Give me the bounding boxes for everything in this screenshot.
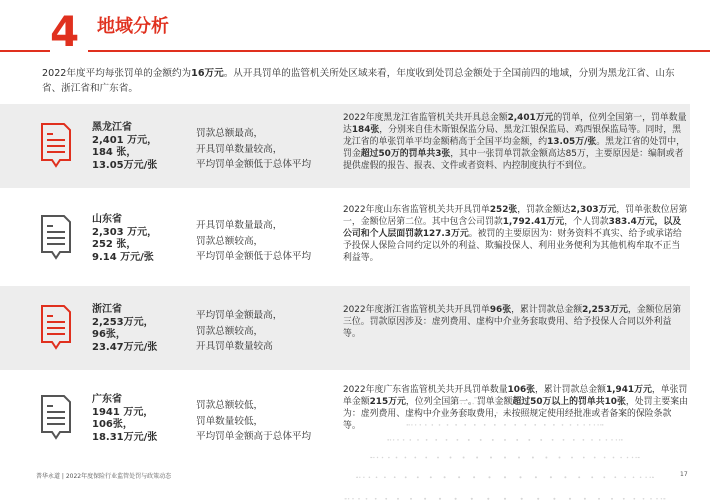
- region-stats: [92, 122, 157, 172]
- region-summary: 开具罚单数量最高， 罚款总额较高， 平均罚单金额低于总体平均: [196, 220, 312, 262]
- region-count: 96张，: [92, 329, 126, 340]
- region-row-guangdong: [0, 376, 690, 460]
- intro-amount: 16万元: [191, 68, 224, 79]
- region-row-shandong: [0, 196, 690, 280]
- region-total: 1941 万元，: [92, 406, 154, 418]
- region-summary: 平均罚单金额最高， 罚款总额较高， 开具罚单数量较高: [196, 310, 283, 352]
- header-rule-right: [88, 50, 710, 52]
- document-icon: [36, 122, 76, 168]
- region-summary: 罚款总额最高， 开具罚单数量较高， 平均罚单金额低于总体平均: [196, 128, 312, 170]
- region-stats: [92, 214, 157, 264]
- region-count: 252 张，: [92, 239, 137, 250]
- region-name: 广东省: [92, 394, 122, 405]
- region-average: 13.05万元/张: [92, 159, 158, 171]
- region-average: 23.47万元/张: [92, 341, 158, 353]
- region-count: 184 张，: [92, 147, 137, 158]
- region-detail: 2022年度浙江省监管机关共开具罚单96张，累计罚款总金额2,253万元，金额位居第三位。罚款原因涉及：虚列费用、虚构中介业务套取费用、给予投保人合同以外利益等。: [343, 305, 682, 340]
- region-total: 2,253万元，: [92, 316, 154, 328]
- section-header: [0, 0, 710, 60]
- region-name: 浙江省: [92, 304, 122, 315]
- region-total: 2,303 万元，: [92, 226, 158, 238]
- region-detail: 2022年度广东省监管机关共开具罚单数量106张，累计罚款总金额1,941万元，单张罚单金额215万元，位列全国第一。罚单金额超过50万以上的罚单共10张，处罚主要案由为：虚列费用、虚构中介业务套取费用，未按照规定使用经批准或者备案的保险条款等。: [343, 385, 688, 432]
- section-title: 地域分析: [97, 16, 169, 37]
- region-detail: 2022年度山东省监管机关共开具罚单252张，罚款金额达2,303万元，罚单张数位居第一，金额位居第二位。其中包含公司罚款1,792.41万元，个人罚款383.4万元，以及公司和个人层面罚款127.3万元。被罚的主要原因为：财务资料不真实、给予或承诺给予投保人保险合同约定以外的利益、欺骗投保人、利用业务便利为其他机构牟取不正当利益等。: [343, 205, 688, 264]
- region-count: 106张，: [92, 419, 133, 430]
- region-average: 9.14 万元/张: [92, 251, 154, 263]
- section-number: 4: [50, 7, 80, 56]
- region-total: 2,401 万元，: [92, 134, 158, 146]
- region-stats: [92, 394, 157, 444]
- page-number: 17: [680, 471, 688, 478]
- document-icon: [36, 304, 76, 350]
- region-name: 黑龙江省: [92, 122, 132, 133]
- document-icon: [36, 214, 76, 260]
- region-detail: 2022年度黑龙江省监管机关共开具总金额2,401万元的罚单，位列全国第一，罚单数量达184张，分别来自佳木斯银保监分局、黑龙江银保监局、鸡西银保监局等。同时，黑龙江省的单张罚单平均金额稍高于全国平均金额，约13.05万/张。黑龙江省的处罚中，罚金超过50万的罚单共3张，其中一张罚单罚款金额高达85万，主要原因是：编制或者提供虚假的报告、报表、文件或者资料、内控制度执行不到位。: [343, 113, 687, 172]
- region-summary: 罚款总额较低， 罚单数量较低， 平均罚单金额高于总体平均: [196, 400, 312, 442]
- region-stats: [92, 304, 157, 354]
- intro-paragraph: 2022年度平均每张罚单的金额约为16万元。从开具罚单的监管机关所处区域来看，年度收到处罚总金额处于全国前四的地域，分别为黑龙江省、山东省、浙江省和广东省。: [42, 68, 675, 94]
- header-rule-left: [0, 50, 50, 52]
- region-row-heilongjiang: [0, 104, 690, 188]
- document-icon: [36, 394, 76, 440]
- region-row-zhejiang: [0, 286, 690, 370]
- region-average: 18.31万元/张: [92, 431, 158, 443]
- footer-text: 普华永道 | 2022年度保险行业监管处罚与政策动态: [36, 473, 172, 480]
- region-name: 山东省: [92, 214, 122, 225]
